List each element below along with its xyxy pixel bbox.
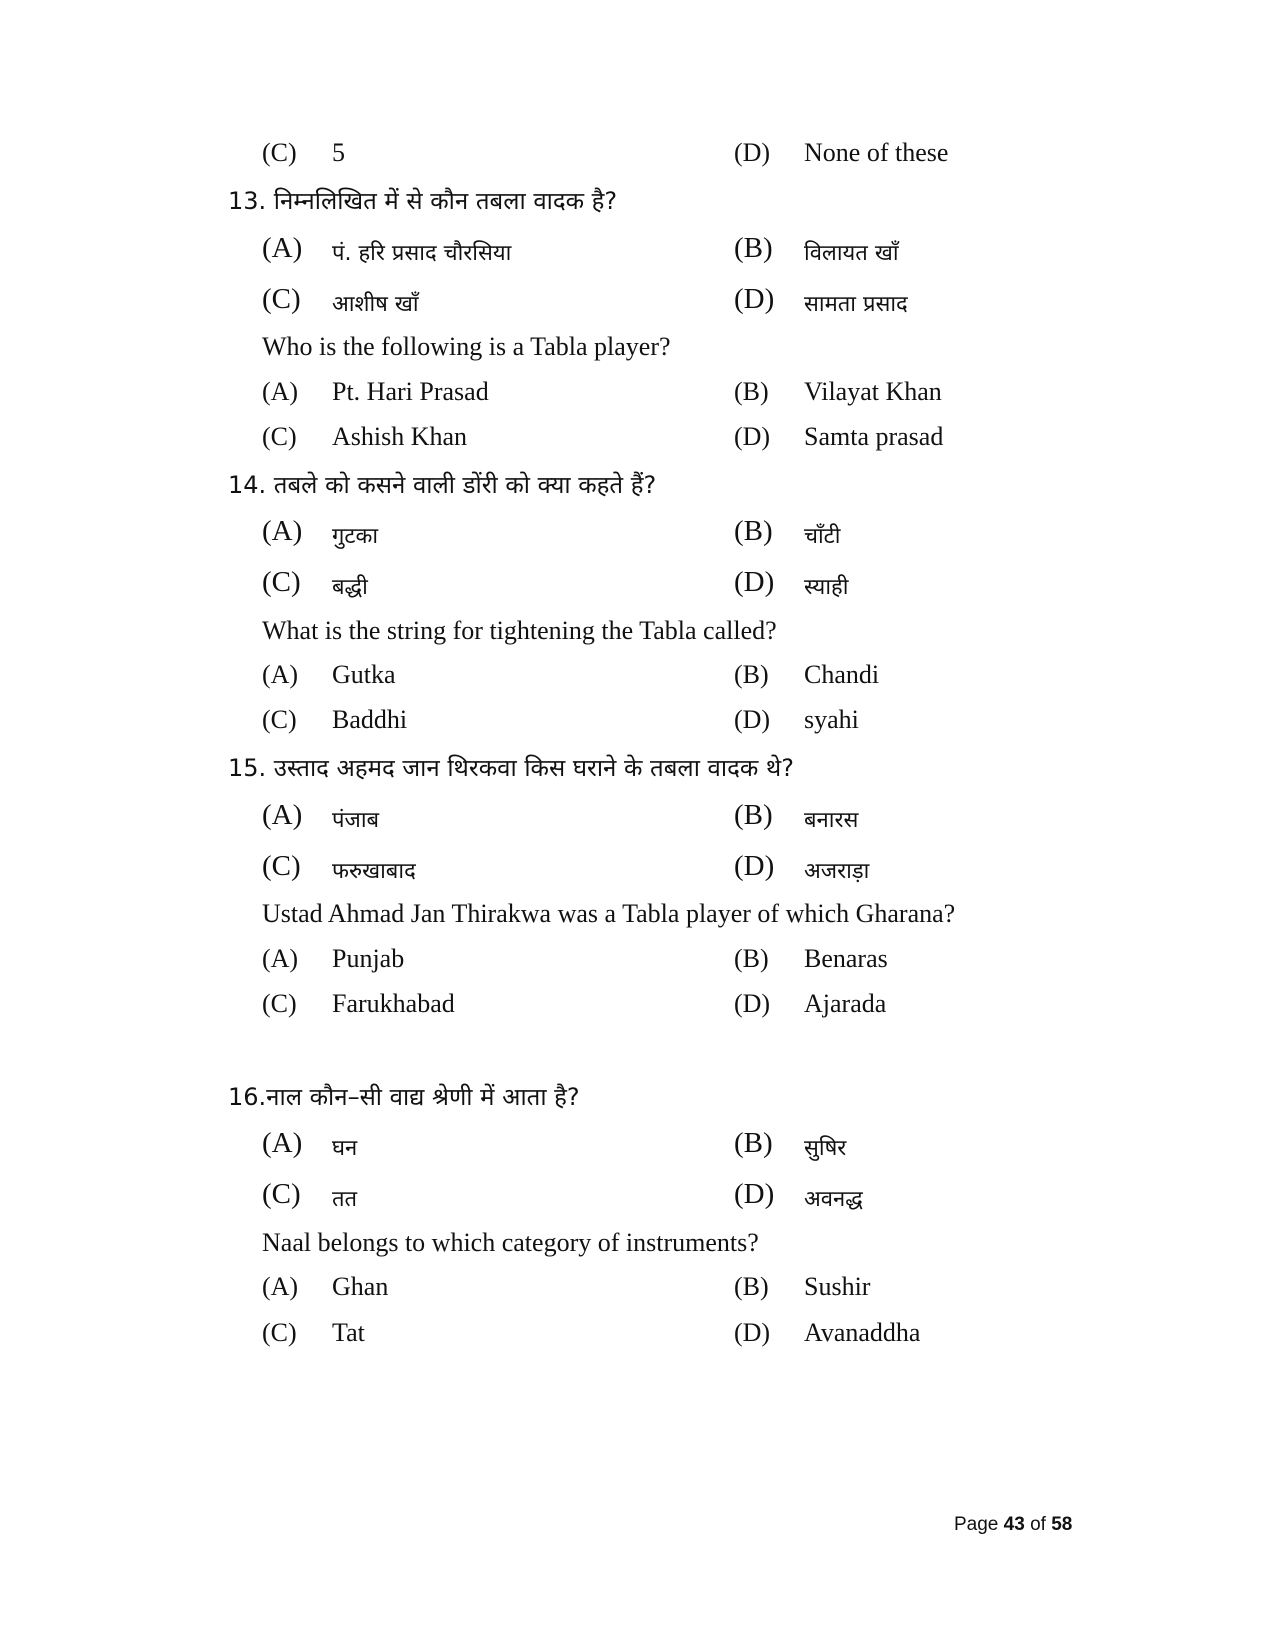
option-label: (A) [262,377,299,406]
option-text: अजराड़ा [804,859,870,884]
option-label: (B) [734,232,773,264]
option-text: आशीष खाँ [332,292,419,317]
option-label: (C) [262,1178,301,1210]
option-text: चाँटी [804,524,841,549]
page-of: of [1030,1514,1046,1535]
page-number [954,1514,1072,1536]
option-text: Punjab [332,944,405,973]
option-text: Tat [332,1318,365,1347]
option-label: (C) [262,422,297,451]
option-text: Pt. Hari Prasad [332,377,489,406]
option-text: बनारस [804,808,859,833]
option-label: (C) [262,283,301,315]
option-label: (B) [734,377,769,406]
option-label: (D) [734,422,771,451]
option-label: (D) [734,283,775,315]
option-label: (C) [262,705,297,734]
option-text: Baddhi [332,705,408,734]
option-text: तत [332,1187,358,1212]
option-label: (C) [262,138,297,167]
page-current: 43 [1003,1514,1025,1535]
option-text: पंजाब [332,808,380,833]
option-text: फरुखाबाद [332,859,416,884]
question-16-english: Naal belongs to which category of instruments? [262,1228,759,1257]
option-text: गुटका [332,524,379,549]
option-label: (A) [262,515,303,547]
option-label: (B) [734,515,773,547]
option-label: (A) [262,1272,299,1301]
question-13-hindi: 13. निम्नलिखित में से कौन तबला वादक है? [228,187,618,215]
option-text: सामता प्रसाद [804,292,908,317]
page-prefix: Page [954,1514,999,1535]
option-text: Gutka [332,660,396,689]
option-text: पं. हरि प्रसाद चौरसिया [332,241,512,266]
option-label: (C) [262,850,301,882]
option-label: (D) [734,705,771,734]
question-15-english: Ustad Ahmad Jan Thirakwa was a Tabla player of which Gharana? [262,899,956,928]
option-label: (B) [734,660,769,689]
option-text: अवनद्ध [804,1187,863,1212]
option-text: Ashish Khan [332,422,468,451]
option-text: Samta prasad [804,422,944,451]
option-label: (D) [734,1178,775,1210]
option-label: (B) [734,1272,769,1301]
option-text: Chandi [804,660,880,689]
option-text: Ajarada [804,989,887,1018]
option-label: (D) [734,1318,771,1347]
option-text: None of these [804,138,949,167]
question-13-english: Who is the following is a Tabla player? [262,332,671,361]
question-14-english: What is the string for tightening the Tabla called? [262,616,777,645]
option-label: (A) [262,660,299,689]
option-label: (B) [734,944,769,973]
question-15-hindi: 15. उस्ताद अहमद जान थिरकवा किस घराने के तबला वादक थे? [228,754,794,782]
option-text: Benaras [804,944,888,973]
option-label: (A) [262,232,303,264]
page-total: 58 [1051,1514,1073,1535]
option-text: syahi [804,705,859,734]
option-text: सुषिर [804,1136,847,1161]
option-label: (D) [734,138,771,167]
option-label: (A) [262,944,299,973]
option-text: बद्धी [332,575,368,600]
option-text: Ghan [332,1272,389,1301]
option-text: Vilayat Khan [804,377,942,406]
option-label: (C) [262,989,297,1018]
option-text: Farukhabad [332,989,455,1018]
question-14-hindi: 14. तबले को कसने वाली डोंरी को क्या कहते हैं? [228,471,657,499]
option-text: Avanaddha [804,1318,921,1347]
option-text: विलायत खाँ [804,241,899,266]
option-label: (C) [262,1318,297,1347]
option-text: स्याही [804,575,849,600]
option-label: (A) [262,1127,303,1159]
option-label: (D) [734,566,775,598]
option-text: घन [332,1136,358,1161]
question-16-hindi: 16.नाल कौन–सी वाद्य श्रेणी में आता है? [228,1083,580,1111]
option-label: (C) [262,566,301,598]
option-label: (A) [262,799,303,831]
option-label: (B) [734,1127,773,1159]
option-label: (B) [734,799,773,831]
option-label: (D) [734,989,771,1018]
option-text: 5 [332,138,345,167]
option-text: Sushir [804,1272,871,1301]
option-label: (D) [734,850,775,882]
